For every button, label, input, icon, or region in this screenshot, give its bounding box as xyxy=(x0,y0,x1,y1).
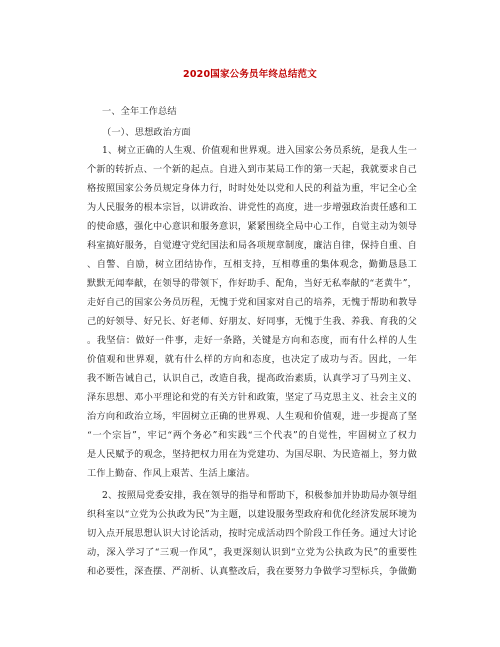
paragraph-line: 的使命感，强化中心意识和服务意识，紧紧围绕全局中心工作，自觉主动为领导 xyxy=(87,221,417,232)
paragraph-line: 默默无闻奉献，在领导的带领下，作好助手、配角，当好无私奉献的“老黄牛”， xyxy=(87,278,417,289)
paragraph-line: 切入点开展思想认识大讨论活动，按时完成活动四个阶段工作任务。通过大讨论 xyxy=(87,528,417,539)
paragraph-line: 和必要性，深查摆、严剖析、认真整改后，我在要努力争做学习型标兵，争做勤 xyxy=(87,566,417,577)
paragraph-line: 走好自己的国家公务员历程，无愧于党和国家对自己的培养，无愧于帮助和教导 xyxy=(87,297,417,308)
paragraph-line: 2、按照局党委安排，我在领导的指导和帮助下，积极参加并协助局办领导组 xyxy=(102,490,417,501)
paragraph-line: 我不断告诫自己，认识自己，改造自我，提高政治素质，认真学习了马列主义、 xyxy=(87,373,417,384)
paragraph-line: 己的好领导、好兄长、好老师、好朋友、好同事，无愧于生我、养我、育我的父 xyxy=(87,316,417,327)
section-heading: 一、全年工作总结 xyxy=(102,106,177,117)
paragraph-line: “一个宗旨”，牢记“两个务必”和实践“三个代表”的自觉性，牢固树立了权力 xyxy=(87,430,417,441)
subsection-heading: （一）、思想政治方面 xyxy=(102,127,191,138)
paragraph-line: 科室搞好服务，自觉遵守党纪国法和局各项规章制度，廉洁自律，保持自重、自 xyxy=(87,240,417,251)
document-title: 2020国家公务员年终总结范文 xyxy=(183,69,317,80)
paragraph-line: 动，深入学习了“三观一作风”，我更深刻认识到“立党为公执政为民”的重要性 xyxy=(87,547,417,558)
paragraph-line: 是人民赋予的观念，坚持把权力用在为党建功、为国尽职、为民造福上，努力做 xyxy=(87,449,417,460)
paragraph-line: 泽东思想、邓小平理论和党的有关方针和政策，坚定了马克思主义、社会主义的 xyxy=(87,392,417,403)
paragraph-line: 为人民服务的根本宗旨，以讲政治、讲党性的高度，进一步增强政治责任感和工 xyxy=(87,202,417,213)
paragraph-line: 个新的转折点、一个新的起点。自进入到市某局工作的第一天起，我就要求自己 xyxy=(87,164,417,175)
paragraph-line: 织科室以“立党为公执政为民”为主题，以建设服务型政府和优化经济发展环境为 xyxy=(87,509,417,520)
paragraph-line: 价值观和世界观，就有什么样的方向和态度，也决定了成功与否。因此，一年 xyxy=(87,354,417,365)
paragraph-line: 。我坚信：做好一件事，走好一条路，关键是方向和态度，而有什么样的人生 xyxy=(87,335,417,346)
paragraph-line: 格按照国家公务员规定身体力行，时时处处以党和人民的利益为重，牢记全心全 xyxy=(87,183,417,194)
paragraph-line: 工作上勤奋、作风上艰苦、生活上廉洁。 xyxy=(87,468,256,479)
paragraph-line: 、自警、自励，树立团结协作，互相支持，互相尊重的集体观念，勤勤恳恳工 xyxy=(87,259,417,270)
paragraph-line: 治方向和政治立场，牢固树立正确的世界观、人生观和价值观，进一步提高了坚 xyxy=(87,411,417,422)
paragraph-line: 1、树立正确的人生观、价值观和世界观。进入国家公务员系统，是我人生一 xyxy=(102,145,417,156)
